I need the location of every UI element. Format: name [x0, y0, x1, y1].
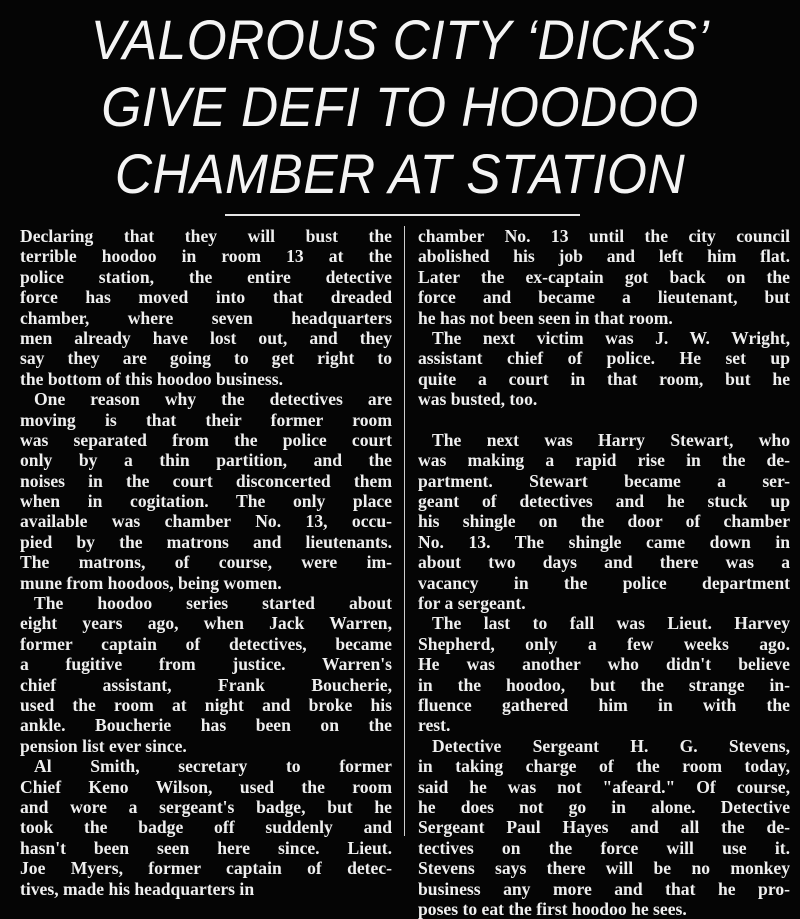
article-line: he has not been seen in that room. — [418, 307, 673, 328]
article-line: He was another who didn't believe — [418, 654, 790, 675]
article-line: pension list ever since. — [20, 735, 187, 756]
article-line: terrible hoodoo in room 13 at the — [20, 246, 392, 267]
article-line: was making a rapid rise in the de- — [418, 450, 790, 471]
article-line: hasn't been seen here since. Lieut. — [20, 837, 392, 858]
article-line: One reason why the detectives are — [34, 389, 392, 410]
article-line: business any more and that he pro- — [418, 878, 790, 899]
article-line: The next was Harry Stewart, who — [432, 429, 790, 450]
article-line: was busted, too. — [418, 389, 538, 410]
article-column-right — [418, 226, 790, 919]
article-line: The last to fall was Lieut. Harvey — [432, 613, 790, 634]
article-line: in taking charge of the room today, — [418, 756, 790, 777]
article-line: men already have lost out, and they — [20, 327, 392, 348]
article-line: mune from hoodoos, being women. — [20, 572, 282, 593]
article-line: noises in the court disconcerted them — [20, 470, 392, 491]
headline — [32, 6, 768, 207]
article-line: Shepherd, only a few weeks ago. — [418, 633, 790, 654]
article-line: chamber, where seven headquarters — [20, 307, 392, 328]
headline-line-3: CHAMBER AT STATION — [114, 142, 686, 205]
article-line: the bottom of this hoodoo business. — [20, 368, 283, 389]
article-line: eight years ago, when Jack Warren, — [20, 613, 392, 634]
article-line: and wore a sergeant's badge, but he — [20, 796, 392, 817]
article-line: assistant chief of police. He set up — [418, 348, 790, 369]
article-line: available was chamber No. 13, occu- — [20, 511, 392, 532]
article-line: vacancy in the police department — [418, 572, 790, 593]
article-line: No. 13. The shingle came down in — [418, 531, 790, 552]
article-line: Stevens says there will be no monkey — [418, 858, 790, 879]
article-line: chamber No. 13 until the city council — [418, 226, 790, 246]
article-line: chief assistant, Frank Boucherie, — [20, 674, 392, 695]
article-line: only by a thin partition, and the — [20, 450, 392, 471]
article-line: The next victim was J. W. Wright, — [432, 327, 790, 348]
article-line: say they are going to get right to — [20, 348, 392, 369]
article-line: geant of detectives and he stuck up — [418, 491, 790, 512]
article-line: tives, made his headquarters in — [20, 878, 255, 899]
article-line: abolished his job and left him flat. — [418, 246, 790, 267]
article-line: ankle. Boucherie has been on the — [20, 715, 392, 736]
article-line: Detective Sergeant H. G. Stevens, — [432, 735, 790, 756]
article-line — [418, 410, 790, 430]
article-line: force and became a lieutenant, but — [418, 287, 790, 308]
article-line: about two days and there was a — [418, 552, 790, 573]
article-line: was separated from the police court — [20, 429, 392, 450]
column-divider — [404, 226, 405, 836]
article-line: poses to eat the first hoodoo he sees. — [418, 898, 687, 919]
headline-rule — [225, 214, 580, 216]
article-line: said he was not "afeard." Of course, — [418, 776, 790, 797]
article-line: rest. — [418, 715, 451, 736]
article-line: Chief Keno Wilson, used the room — [20, 776, 392, 797]
article-line: Later the ex-captain got back on the — [418, 266, 790, 287]
headline-line-1: VALOROUS CITY ‘DICKS’ — [90, 8, 710, 71]
article-line: a fugitive from justice. Warren's — [20, 654, 392, 675]
article-column-left — [20, 226, 392, 899]
article-line: used the room at night and broke his — [20, 694, 392, 715]
article-line: his shingle on the door of chamber — [418, 511, 790, 532]
article-line: partment. Stewart became a ser- — [418, 470, 790, 491]
article-line: he does not go in alone. Detective — [418, 796, 790, 817]
article-line: tectives on the force will use it. — [418, 837, 790, 858]
article-line: former captain of detectives, became — [20, 633, 392, 654]
article-line: police station, the entire detective — [20, 266, 392, 287]
headline-line-2: GIVE DEFI TO HOODOO — [101, 75, 699, 138]
article-line: moving is that their former room — [20, 409, 392, 430]
article-line: took the badge off suddenly and — [20, 817, 392, 838]
article-line: pied by the matrons and lieutenants. — [20, 531, 392, 552]
article-line: force has moved into that dreaded — [20, 287, 392, 308]
article-line: Al Smith, secretary to former — [34, 756, 392, 777]
article-line: Sergeant Paul Hayes and all the de- — [418, 817, 790, 838]
article-line: The hoodoo series started about — [34, 593, 392, 614]
article-line: for a sergeant. — [418, 593, 526, 614]
article-line: Joe Myers, former captain of detec- — [20, 858, 392, 879]
article-line: quite a court in that room, but he — [418, 368, 790, 389]
article-line: fluence gathered him in with the — [418, 694, 790, 715]
article-line: The matrons, of course, were im- — [20, 552, 392, 573]
article-line: in the hoodoo, but the strange in- — [418, 674, 790, 695]
article-line: when in cogitation. The only place — [20, 491, 392, 512]
article-line: Declaring that they will bust the — [20, 226, 392, 246]
